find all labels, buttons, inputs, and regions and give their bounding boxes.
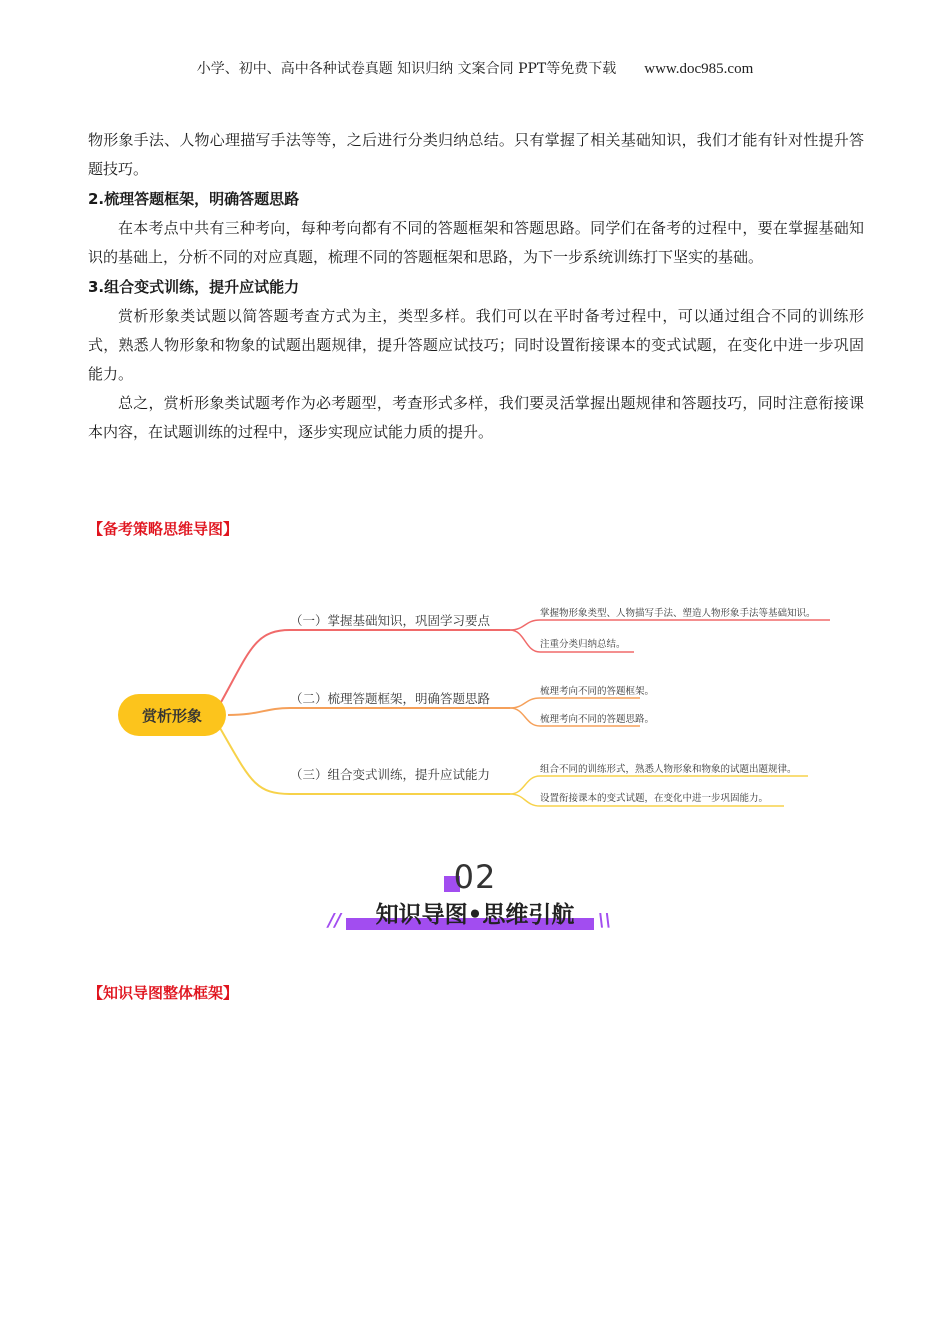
- mindmap-root-label: 赏析形象: [141, 707, 203, 725]
- framework-section-label: 【知识导图整体框架】: [88, 984, 239, 1002]
- paragraph-1: 物形象手法、人物心理描写手法等等，之后进行分类归纳总结。只有掌握了相关基础知识，我们才能有针对性提升答题技巧。: [88, 131, 864, 178]
- leaf-3-1: 组合不同的训练形式，熟悉人物形象和物象的试题出题规律。: [540, 764, 797, 775]
- leaf-3-1-curve: [510, 776, 808, 794]
- section-banner: [0, 856, 950, 946]
- left-slash-decoration: //: [328, 910, 342, 931]
- strategy-section-label: 【备考策略思维导图】: [88, 520, 239, 538]
- body-content: [88, 126, 864, 447]
- branch-2-curve: [228, 708, 510, 715]
- leaf-2-1: 梳理考向不同的答题框架。: [540, 686, 655, 697]
- leaf-1-1: 掌握物形象类型、人物描写手法、塑造人物形象手法等基础知识。: [540, 608, 816, 619]
- branch-3-curve: [220, 728, 510, 794]
- header-site-link[interactable]: www.doc985.com: [644, 61, 754, 77]
- branch-3-label: （三）组合变式训练，提升应试能力: [290, 767, 491, 782]
- leaf-2-1-curve: [510, 698, 640, 708]
- paragraph-4: 总之，赏析形象类试题考作为必考题型，考查形式多样，我们要灵活掌握出题规律和答题技巧，同时注意衔接课本内容，在试题训练的过程中，逐步实现应试能力质的提升。: [88, 394, 864, 441]
- page-header: [0, 58, 950, 78]
- heading-3: 3.组合变式训练，提升应试能力: [88, 278, 300, 296]
- header-text: 小学、初中、高中各种试卷真题 知识归纳 文案合同 PPT等免费下载: [196, 61, 617, 77]
- branch-2-label: （二）梳理答题框架，明确答题思路: [290, 691, 491, 706]
- branch-1-label: （一）掌握基础知识，巩固学习要点: [290, 613, 491, 628]
- paragraph-3: 赏析形象类试题以简答题考查方式为主，类型多样。我们可以在平时备考过程中，可以通过组合不同的训练形式，熟悉人物形象和物象的试题出题规律，提升答题应试技巧；同时设置衔接课本的变式试题，在变化中进一步巩固能力。: [88, 307, 864, 383]
- leaf-3-2: 设置衔接课本的变式试题，在变化中进一步巩固能力。: [540, 793, 769, 804]
- section-number: 02: [453, 858, 497, 896]
- leaf-2-2: 梳理考向不同的答题思路。: [540, 714, 655, 725]
- section-title: 知识导图•思维引航: [375, 902, 575, 928]
- paragraph-2: 在本考点中共有三种考向，每种考向都有不同的答题框架和答题思路。同学们在备考的过程中，要在掌握基础知识的基础上，分析不同的对应真题，梳理不同的答题框架和思路，为下一步系统训练打下坚实的基础。: [88, 219, 864, 266]
- leaf-1-2: 注重分类归纳总结。: [540, 639, 626, 650]
- leaf-1-1-curve: [510, 620, 830, 630]
- heading-2: 2.梳理答题框架，明确答题思路: [88, 190, 300, 208]
- strategy-mindmap: [100, 590, 860, 830]
- right-slash-decoration: \\: [598, 910, 612, 931]
